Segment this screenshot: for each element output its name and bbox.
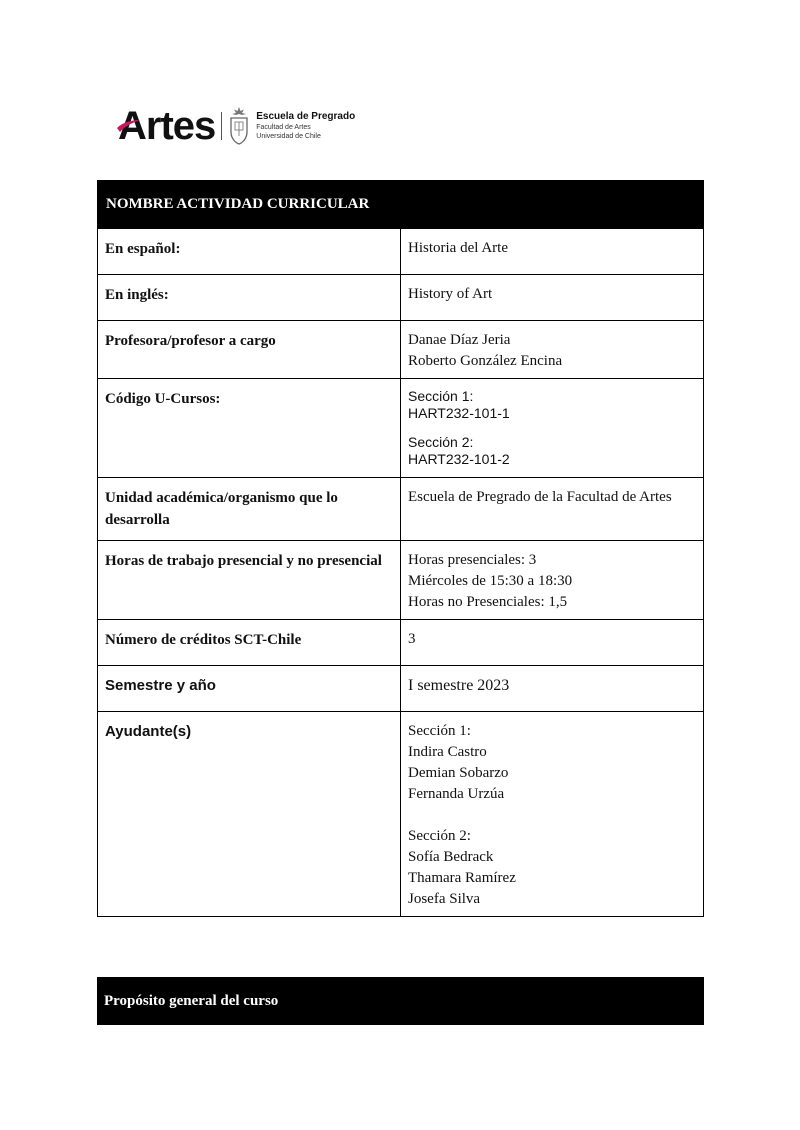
- value-line: Horas presenciales: 3: [408, 552, 537, 568]
- logo-line-1: Escuela de Pregrado: [256, 111, 356, 122]
- table-row: [98, 275, 704, 321]
- logo-wordmark: [118, 106, 215, 146]
- table-row: [98, 321, 704, 379]
- row-value-english: [401, 275, 704, 321]
- spacer: [408, 422, 697, 434]
- logo-line-2: Facultad de Artes: [256, 124, 311, 131]
- row-label-ucursos-code: Código U-Cursos:: [98, 379, 401, 478]
- table-row: [98, 666, 704, 712]
- table-row: [98, 478, 704, 541]
- row-value-semester: [401, 666, 704, 712]
- row-value-academic-unit: [401, 478, 704, 541]
- purpose-section-header: Propósito general del curso: [97, 977, 704, 1025]
- value-line: Indira Castro: [408, 744, 487, 760]
- value-line: Sección 1:: [408, 388, 474, 404]
- university-crest-icon: [228, 106, 250, 146]
- value-line: Sección 2:: [408, 434, 474, 450]
- value-line: Historia del Arte: [408, 240, 508, 256]
- value-line: History of Art: [408, 286, 493, 302]
- table-header-row: [98, 181, 704, 229]
- value-line: Sección 1:: [408, 723, 471, 739]
- value-line: Sofía Bedrack: [408, 849, 494, 865]
- table-row: [98, 379, 704, 478]
- value-line: HART232-101-2: [408, 451, 510, 467]
- value-line: Escuela de Pregrado de la Facultad de Artes: [408, 489, 672, 505]
- value-line: Danae Díaz Jeria: [408, 332, 511, 348]
- logo-divider: [221, 112, 222, 140]
- value-line: 3: [408, 631, 416, 647]
- logo-word-text: Artes: [118, 104, 216, 148]
- row-label-academic-unit: Unidad académica/organismo que lo desarrolla: [98, 478, 401, 541]
- value-line: Miércoles de 15:30 a 18:30: [408, 573, 573, 589]
- row-label-spanish: En español:: [98, 229, 401, 275]
- course-info-table: [97, 180, 704, 917]
- value-line: I semestre 2023: [408, 677, 510, 694]
- table-row: [98, 541, 704, 620]
- spacer: [408, 805, 697, 826]
- row-value-spanish: [401, 229, 704, 275]
- row-label-professor: Profesora/profesor a cargo: [98, 321, 401, 379]
- row-value-work-hours: [401, 541, 704, 620]
- row-label-credits: Número de créditos SCT-Chile: [98, 620, 401, 666]
- value-line: Fernanda Urzúa: [408, 786, 505, 802]
- value-line: HART232-101-1: [408, 405, 510, 421]
- row-value-assistants: [401, 712, 704, 917]
- row-value-credits: [401, 620, 704, 666]
- value-line: Thamara Ramírez: [408, 870, 516, 886]
- row-label-english: En inglés:: [98, 275, 401, 321]
- value-line: Sección 2:: [408, 828, 471, 844]
- table-header: NOMBRE ACTIVIDAD CURRICULAR: [98, 181, 704, 229]
- value-line: Josefa Silva: [408, 891, 481, 907]
- row-label-semester: Semestre y año: [98, 666, 401, 712]
- value-line: Roberto González Encina: [408, 353, 563, 369]
- value-line: Horas no Presenciales: 1,5: [408, 594, 568, 610]
- row-value-ucursos-code: [401, 379, 704, 478]
- table-row: [98, 229, 704, 275]
- artes-logo: [118, 100, 355, 152]
- value-line: Demian Sobarzo: [408, 765, 509, 781]
- logo-swoosh-icon: [116, 114, 140, 136]
- logo-text-block: [256, 111, 355, 141]
- row-label-assistants: Ayudante(s): [98, 712, 401, 917]
- row-value-professor: [401, 321, 704, 379]
- logo-line-3: Universidad de Chile: [256, 133, 321, 140]
- table-row: [98, 712, 704, 917]
- table-row: [98, 620, 704, 666]
- row-label-work-hours: Horas de trabajo presencial y no presencial: [98, 541, 401, 620]
